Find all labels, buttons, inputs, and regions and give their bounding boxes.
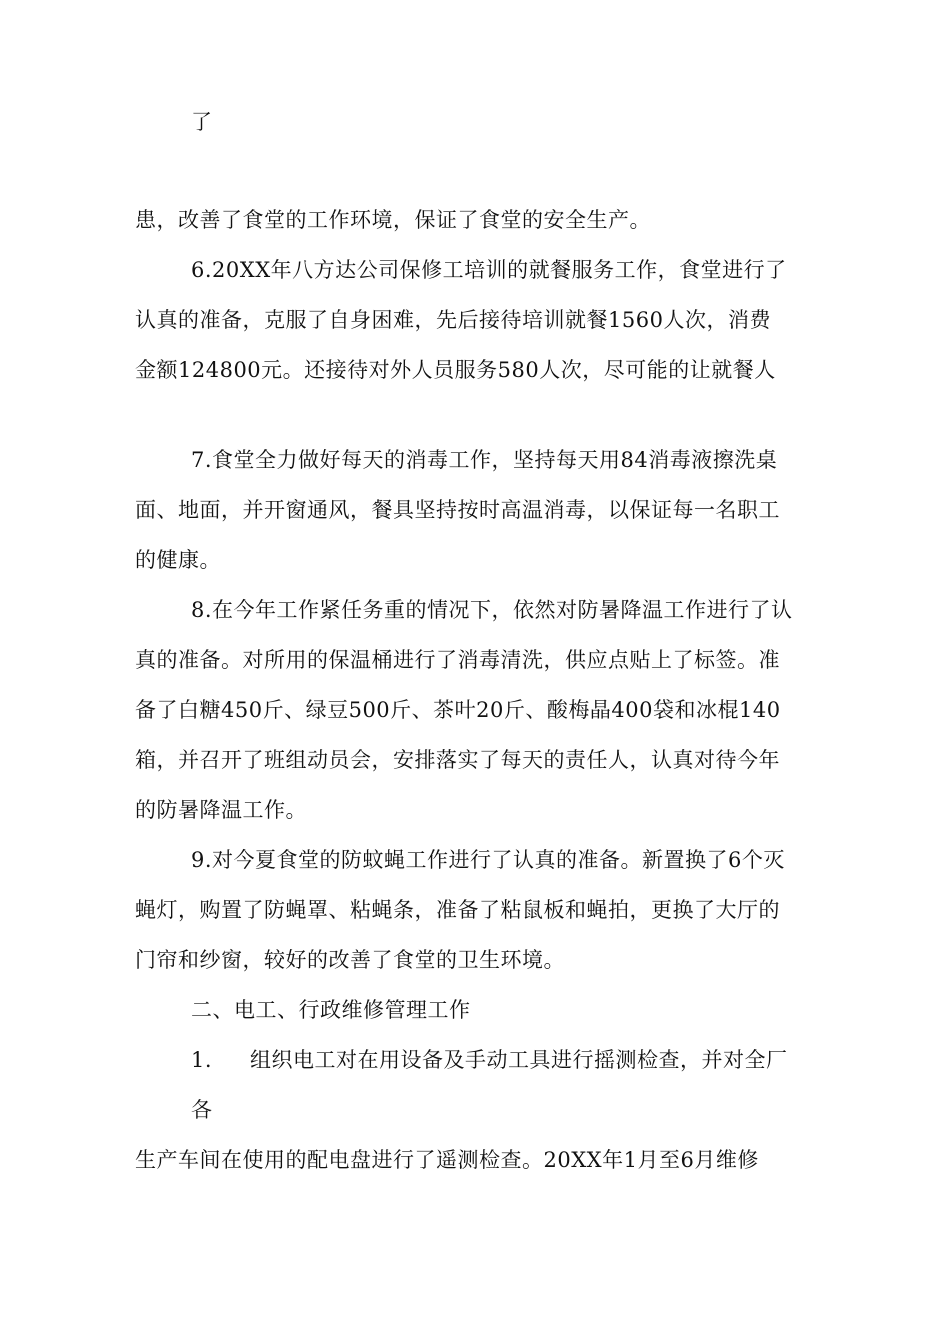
text-line: 各 [191, 1098, 213, 1122]
text-line: 二、电工、行政维修管理工作 [191, 998, 471, 1022]
text-line: 门帘和纱窗，较好的改善了食堂的卫生环境。 [135, 948, 565, 972]
text-line: 蝇灯，购置了防蝇罩、粘蝇条，准备了粘鼠板和蝇拍，更换了大厅的 [135, 898, 780, 922]
text-line: 真的准备。对所用的保温桶进行了消毒清洗，供应点贴上了标签。准 [135, 648, 780, 672]
text-line: 患，改善了食堂的工作环境，保证了食堂的安全生产。 [135, 208, 651, 232]
text-line: 生产车间在使用的配电盘进行了遥测检查。20XX年1月至6月维修 [135, 1148, 759, 1172]
text-line: 备了白糖450斤、绿豆500斤、茶叶20斤、酸梅晶400袋和冰棍140 [135, 698, 781, 722]
text-line: 6.20XX年八方达公司保修工培训的就餐服务工作，食堂进行了 [191, 258, 787, 282]
text-line: 认真的准备，克服了自身困难，先后接待培训就餐1560人次，消费 [135, 308, 771, 332]
text-line: 金额124800元。还接待对外人员服务580人次，尽可能的让就餐人 [135, 358, 776, 382]
text-line: 7.食堂全力做好每天的消毒工作，坚持每天用84消毒液擦洗桌 [191, 448, 778, 472]
text-line: 组织电工对在用设备及手动工具进行摇测检查，并对全厂 [250, 1048, 788, 1072]
text-line: 9.对今夏食堂的防蚊蝇工作进行了认真的准备。新置换了6个灭 [191, 848, 785, 872]
text-line: 箱，并召开了班组动员会，安排落实了每天的责任人，认真对待今年 [135, 748, 780, 772]
text-line: 8.在今年工作紧任务重的情况下，依然对防暑降温工作进行了认 [191, 598, 793, 622]
text-line: 了 [191, 110, 213, 134]
text-line: 的防暑降温工作。 [135, 798, 307, 822]
text-line: 的健康。 [135, 548, 221, 572]
text-line: 1. [191, 1048, 213, 1072]
text-line: 面、地面，并开窗通风，餐具坚持按时高温消毒，以保证每一名职工 [135, 498, 780, 522]
